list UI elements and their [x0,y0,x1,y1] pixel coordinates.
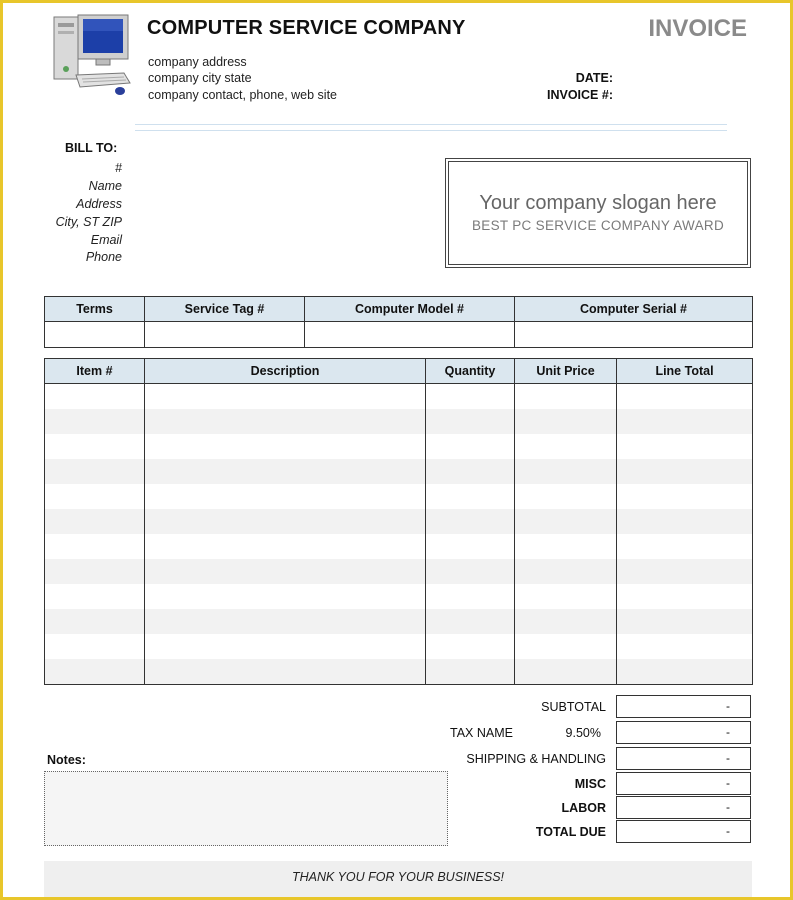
description-header: Description [145,359,426,384]
line-total-cell[interactable] [617,509,753,534]
quantity-cell[interactable] [426,384,515,410]
company-address: company address [148,55,247,69]
line-total-cell[interactable] [617,584,753,609]
line-total-cell[interactable] [617,634,753,659]
description-cell[interactable] [145,509,426,534]
slogan-text: Your company slogan here [479,192,717,214]
item-number-header: Item # [45,359,145,384]
quantity-cell[interactable] [426,509,515,534]
description-cell[interactable] [145,459,426,484]
date-label: DATE: [575,71,613,85]
notes-label: Notes: [47,753,86,767]
labor-value[interactable]: - [616,796,751,819]
subtotal-label: SUBTOTAL [541,700,606,714]
unit-price-cell[interactable] [515,384,617,410]
bill-to-phone[interactable]: Phone [85,250,122,264]
unit-price-cell[interactable] [515,534,617,559]
misc-value[interactable]: - [616,772,751,795]
unit-price-cell[interactable] [515,434,617,459]
labor-label: LABOR [561,801,606,815]
service-tag-cell[interactable] [145,322,305,348]
award-text: BEST PC SERVICE COMPANY AWARD [471,218,724,233]
unit-price-cell[interactable] [515,659,617,685]
line-total-header: Line Total [617,359,753,384]
computer-serial-cell[interactable] [515,322,753,348]
item-cell[interactable] [45,659,145,685]
line-total-cell[interactable] [617,384,753,410]
total-due-value[interactable]: - [616,820,751,843]
unit-price-cell[interactable] [515,459,617,484]
quantity-cell[interactable] [426,559,515,584]
item-cell[interactable] [45,384,145,410]
table-row [45,609,753,634]
description-cell[interactable] [145,659,426,685]
item-cell[interactable] [45,534,145,559]
line-total-cell[interactable] [617,559,753,584]
invoice-number-label: INVOICE #: [547,88,613,102]
quantity-cell[interactable] [426,434,515,459]
line-total-cell[interactable] [617,484,753,509]
description-cell[interactable] [145,634,426,659]
table-row [45,409,753,434]
computer-icon [50,13,132,97]
company-city-state: company city state [148,71,252,85]
item-cell[interactable] [45,434,145,459]
unit-price-cell[interactable] [515,584,617,609]
table-row [45,459,753,484]
quantity-cell[interactable] [426,659,515,685]
computer-model-cell[interactable] [305,322,515,348]
quantity-cell[interactable] [426,409,515,434]
computer-model-header: Computer Model # [305,297,515,322]
line-items-table [44,358,753,685]
item-cell[interactable] [45,484,145,509]
line-total-cell[interactable] [617,659,753,685]
company-name: COMPUTER SERVICE COMPANY [147,17,466,39]
footer-bar [44,861,752,897]
bill-to-email[interactable]: Email [90,233,122,247]
line-total-cell[interactable] [617,534,753,559]
quantity-cell[interactable] [426,584,515,609]
notes-field[interactable] [44,771,448,846]
service-tag-header: Service Tag # [145,297,305,322]
quantity-cell[interactable] [426,609,515,634]
computer-serial-header: Computer Serial # [515,297,753,322]
description-cell[interactable] [145,609,426,634]
line-total-cell[interactable] [617,409,753,434]
misc-label: MISC [574,777,606,791]
table-row [45,559,753,584]
line-total-cell[interactable] [617,459,753,484]
unit-price-cell[interactable] [515,634,617,659]
table-row [45,434,753,459]
quantity-cell[interactable] [426,484,515,509]
unit-price-cell[interactable] [515,509,617,534]
terms-header: Terms [45,297,145,322]
header-divider [135,124,727,131]
table-row [45,509,753,534]
description-cell[interactable] [145,559,426,584]
table-row [45,634,753,659]
description-cell[interactable] [145,434,426,459]
subtotal-value[interactable]: - [616,695,751,718]
description-cell[interactable] [145,409,426,434]
unit-price-cell[interactable] [515,409,617,434]
unit-price-header: Unit Price [515,359,617,384]
tax-value[interactable]: - [616,721,751,744]
description-cell[interactable] [145,384,426,410]
table-row [45,659,753,685]
unit-price-cell[interactable] [515,484,617,509]
tax-name-label: TAX NAME [450,726,513,740]
unit-price-cell[interactable] [515,559,617,584]
bill-to-title: BILL TO: [65,141,118,155]
thank-you-message: THANK YOU FOR YOUR BUSINESS! [291,870,505,884]
invoice-title: INVOICE [648,15,747,42]
description-cell[interactable] [145,484,426,509]
item-cell[interactable] [45,609,145,634]
bill-to-address[interactable]: Address [76,197,122,211]
line-total-cell[interactable] [617,609,753,634]
table-row [45,534,753,559]
terms-cell[interactable] [45,322,145,348]
description-cell[interactable] [145,534,426,559]
unit-price-cell[interactable] [515,609,617,634]
shipping-value[interactable]: - [616,747,751,770]
quantity-cell[interactable] [426,459,515,484]
description-cell[interactable] [145,584,426,609]
quantity-cell[interactable] [426,634,515,659]
shipping-label: SHIPPING & HANDLING [466,752,606,766]
bill-to-name[interactable]: Name [88,179,122,193]
quantity-header: Quantity [426,359,515,384]
total-due-label: TOTAL DUE [535,825,606,839]
line-total-cell[interactable] [617,434,753,459]
bill-to-number[interactable]: # [115,161,122,175]
item-cell[interactable] [45,559,145,584]
table-row [45,484,753,509]
tax-rate[interactable]: 9.50% [565,726,601,740]
item-cell[interactable] [45,459,145,484]
bill-to-city[interactable]: City, ST ZIP [55,215,122,229]
item-cell[interactable] [45,584,145,609]
item-cell[interactable] [45,409,145,434]
quantity-cell[interactable] [426,534,515,559]
company-contact: company contact, phone, web site [148,88,338,102]
item-cell[interactable] [45,634,145,659]
slogan-box [445,158,751,268]
service-info-table [44,296,753,348]
table-row [45,384,753,410]
item-cell[interactable] [45,509,145,534]
table-row [45,584,753,609]
